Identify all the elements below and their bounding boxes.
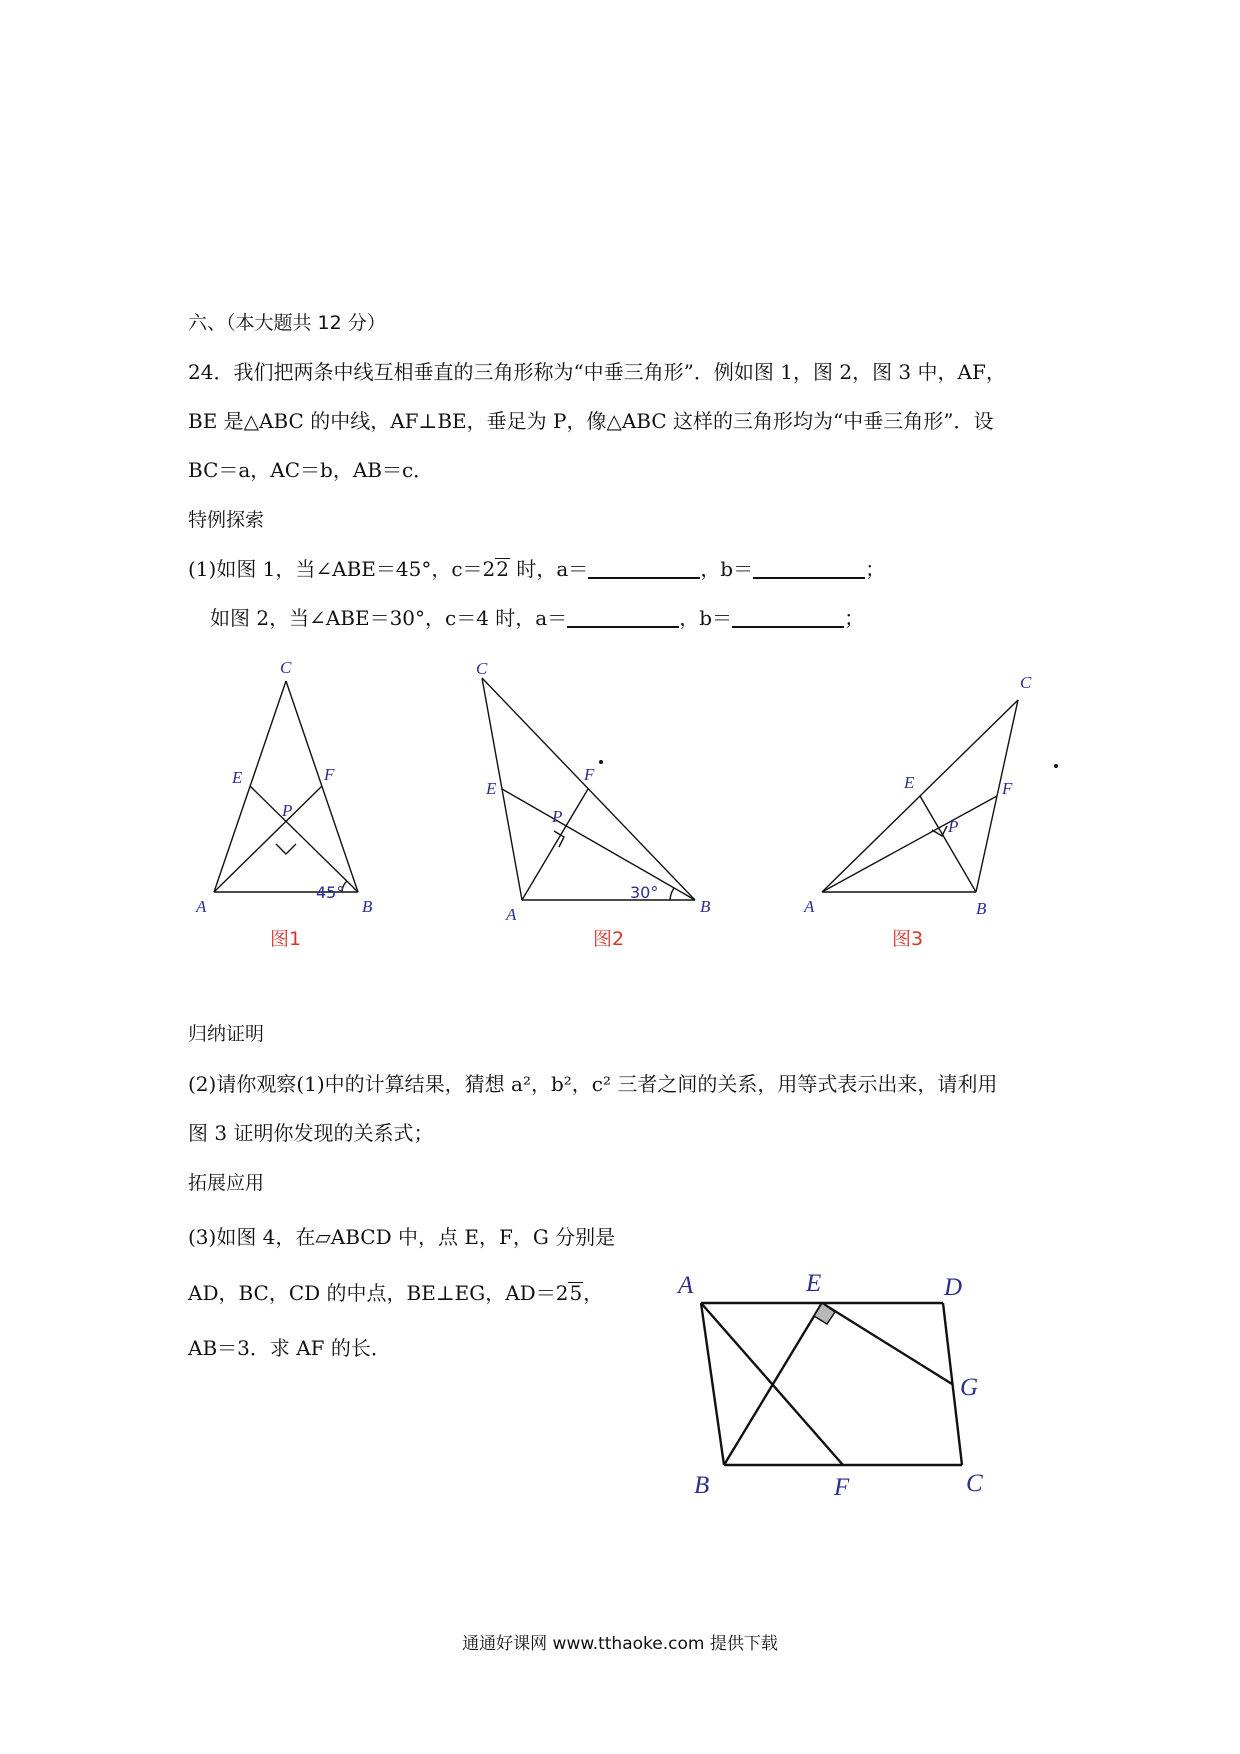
footer-text: 通通好课网 www.tthaoke.com 提供下载 <box>462 1634 778 1654</box>
q1b-end: ； <box>844 606 865 630</box>
problem-intro-text1: 我们把两条中线互相垂直的三角形称为“中垂三角形”．例如图 1，图 2，图 3 中，AF， <box>233 360 1006 384</box>
fig3-label-b: B <box>976 899 987 918</box>
fig1-label-e: E <box>232 768 243 787</box>
fig2-angle-arc <box>670 888 674 900</box>
fig1-label-f: F <box>324 765 335 784</box>
fig3-label-a: A <box>804 897 815 916</box>
figure-2 <box>460 650 720 960</box>
fig1-median-af <box>214 786 322 892</box>
fig4-label-d: D <box>944 1274 963 1301</box>
problem-intro-line3: BC＝a，AC＝b，AB＝c． <box>188 458 434 482</box>
problem-number: 24． <box>188 360 234 384</box>
figure-3 <box>790 650 1070 960</box>
fig1-caption: 图1 <box>270 928 302 950</box>
fig1-angle-label: 45° <box>316 883 345 902</box>
fig1-label-c: C <box>280 658 292 677</box>
figure-4 <box>670 1255 1000 1501</box>
q1b-b: ，b＝ <box>679 606 733 630</box>
fig4-right-angle-mark <box>814 1303 835 1324</box>
question-2-line1: (2)请你观察(1)中的计算结果，猜想 a²，b²，c² 三者之间的关系，用等式表示出来，请利用 <box>188 1072 998 1096</box>
figure-1 <box>180 650 400 960</box>
fig2-label-e: E <box>486 779 497 798</box>
fig1-label-a: A <box>196 897 207 916</box>
q3-line2-end: ， <box>583 1281 604 1305</box>
question-3-line1: (3)如图 4，在▱ABCD 中，点 E，F，G 分别是 <box>188 1225 616 1249</box>
extension-heading: 拓展应用 <box>188 1172 265 1194</box>
fig2-side-bc <box>482 678 695 900</box>
fig4-label-b: B <box>694 1472 710 1499</box>
q1-answer-a-blank[interactable] <box>588 557 700 579</box>
fig1-label-p: P <box>282 801 293 820</box>
section-title: 六、（本大题共 12 分） <box>188 312 386 334</box>
question-3-line2 <box>188 1278 603 1308</box>
fig4-segment-be <box>724 1303 822 1465</box>
problem-intro-line2: BE 是△ABC 的中线，AF⊥BE，垂足为 P，像△ABC 这样的三角形均为“中垂三角形”．设 <box>188 409 994 433</box>
q3-line2-prefix: AD，BC，CD 的中点，BE⊥EG，AD＝2 <box>188 1281 569 1305</box>
induction-heading: 归纳证明 <box>188 1023 265 1045</box>
q1-end: ； <box>865 557 886 581</box>
fig3-label-c: C <box>1020 673 1032 692</box>
fig3-label-f: F <box>1002 779 1013 798</box>
fig2-caption: 图2 <box>593 928 625 950</box>
fig2-median-be <box>502 789 695 900</box>
fig3-median-af <box>822 796 997 892</box>
fig4-label-c: C <box>966 1470 983 1497</box>
q1b-answer-b-blank[interactable] <box>732 606 844 628</box>
q1-answer-b-blank[interactable] <box>753 557 865 579</box>
fig3-label-e: E <box>904 773 915 792</box>
fig2-label-c: C <box>476 659 488 678</box>
q1-prefix: (1)如图 1，当∠ABE＝45°，c＝2 <box>188 557 496 581</box>
fig1-right-angle-mark <box>276 844 296 854</box>
fig3-caption: 图3 <box>892 928 924 950</box>
fig4-label-f: F <box>834 1474 850 1501</box>
fig4-label-e: E <box>806 1270 822 1297</box>
q3-sqrt: 5 <box>569 1281 583 1305</box>
question-3-line3: AB＝3．求 AF 的长． <box>188 1336 391 1360</box>
fig3-label-p: P <box>948 817 959 836</box>
fig2-label-b: B <box>700 897 711 916</box>
question-1-line1 <box>188 554 885 584</box>
q1-mid: 时，a＝ <box>510 557 589 581</box>
q1-b: ，b＝ <box>700 557 754 581</box>
fig4-segment-eg <box>822 1303 952 1384</box>
fig4-label-a: A <box>678 1272 694 1299</box>
q1b-prefix: 如图 2，当∠ABE＝30°，c＝4 时，a＝ <box>210 606 568 630</box>
question-2-line2: 图 3 证明你发现的关系式； <box>188 1121 434 1145</box>
q1b-answer-a-blank[interactable] <box>567 606 679 628</box>
q1-sqrt: 2 <box>496 557 510 581</box>
fig4-side-ab <box>701 1303 724 1465</box>
fig3-median-be <box>920 796 976 892</box>
special-heading: 特例探索 <box>188 509 265 531</box>
fig2-angle-label: 30° <box>630 883 659 902</box>
fig2-label-p: P <box>552 807 563 826</box>
fig2-label-f: F <box>584 765 595 784</box>
question-1-line2 <box>210 603 864 633</box>
fig3-stray-dot <box>1054 764 1058 768</box>
problem-intro-line1 <box>188 357 1006 387</box>
fig4-label-g: G <box>960 1374 979 1401</box>
fig1-median-be <box>250 786 358 892</box>
fig2-label-a: A <box>506 905 517 924</box>
fig1-label-b: B <box>362 897 373 916</box>
fig2-stray-dot <box>599 760 603 764</box>
